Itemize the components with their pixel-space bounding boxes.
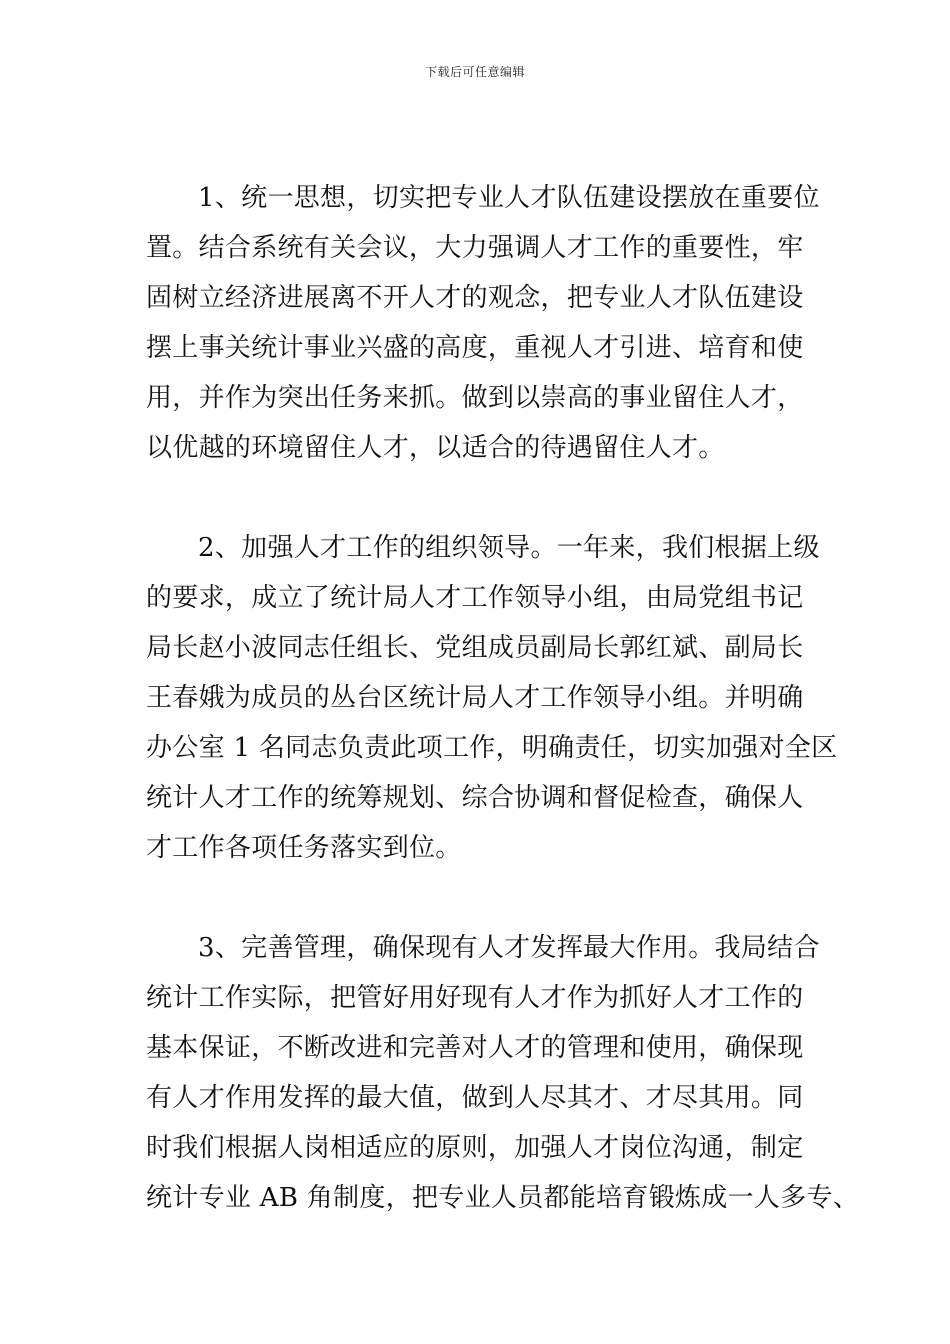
paragraph-line: 统计人才工作的统筹规划、综合协调和督促检查，确保人 [146, 783, 804, 813]
page-header: 下载后可任意编辑 [424, 65, 525, 79]
paragraph-3 [146, 923, 859, 1223]
paragraph-line: 有人才作用发挥的最大值，做到人尽其才、才尽其用。同 [146, 1083, 804, 1113]
paragraph-line: 固树立经济进展离不开人才的观念，把专业人才队伍建设 [146, 283, 804, 313]
paragraph-line: 1、统一思想，切实把专业人才队伍建设摆放在重要位 [198, 183, 820, 213]
paragraph-line: 的要求，成立了统计局人才工作领导小组，由局党组书记 [146, 583, 804, 613]
paragraph-line: 用，并作为突出任务来抓。做到以崇高的事业留住人才， [146, 383, 804, 413]
paragraph-line: 2、加强人才工作的组织领导。一年来，我们根据上级 [198, 533, 820, 563]
paragraph-line: 办公室 1 名同志负责此项工作，明确责任，切实加强对全区 [146, 733, 838, 763]
paragraph-line: 统计专业 AB 角制度，把专业人员都能培育锻炼成一人多专、 [146, 1183, 860, 1213]
paragraph-line: 基本保证，不断改进和完善对人才的管理和使用，确保现 [146, 1033, 804, 1063]
paragraph-line: 时我们根据人岗相适应的原则，加强人才岗位沟通，制定 [146, 1133, 804, 1163]
paragraph-line: 置。结合系统有关会议，大力强调人才工作的重要性，牢 [146, 233, 804, 263]
paragraph-line: 王春娥为成员的丛台区统计局人才工作领导小组。并明确 [146, 683, 804, 713]
paragraph-line: 摆上事关统计事业兴盛的高度，重视人才引进、培育和使 [146, 333, 804, 363]
paragraph-line: 统计工作实际，把管好用好现有人才作为抓好人才工作的 [146, 983, 804, 1013]
paragraph-1 [146, 173, 820, 473]
paragraph-line: 才工作各项任务落实到位。 [146, 833, 462, 863]
paragraph-line: 3、完善管理，确保现有人才发挥最大作用。我局结合 [198, 933, 820, 963]
paragraph-line: 以优越的环境留住人才，以适合的待遇留住人才。 [146, 433, 725, 463]
paragraph-2 [146, 523, 837, 873]
paragraph-line: 局长赵小波同志任组长、党组成员副局长郭红斌、副局长 [146, 633, 804, 663]
